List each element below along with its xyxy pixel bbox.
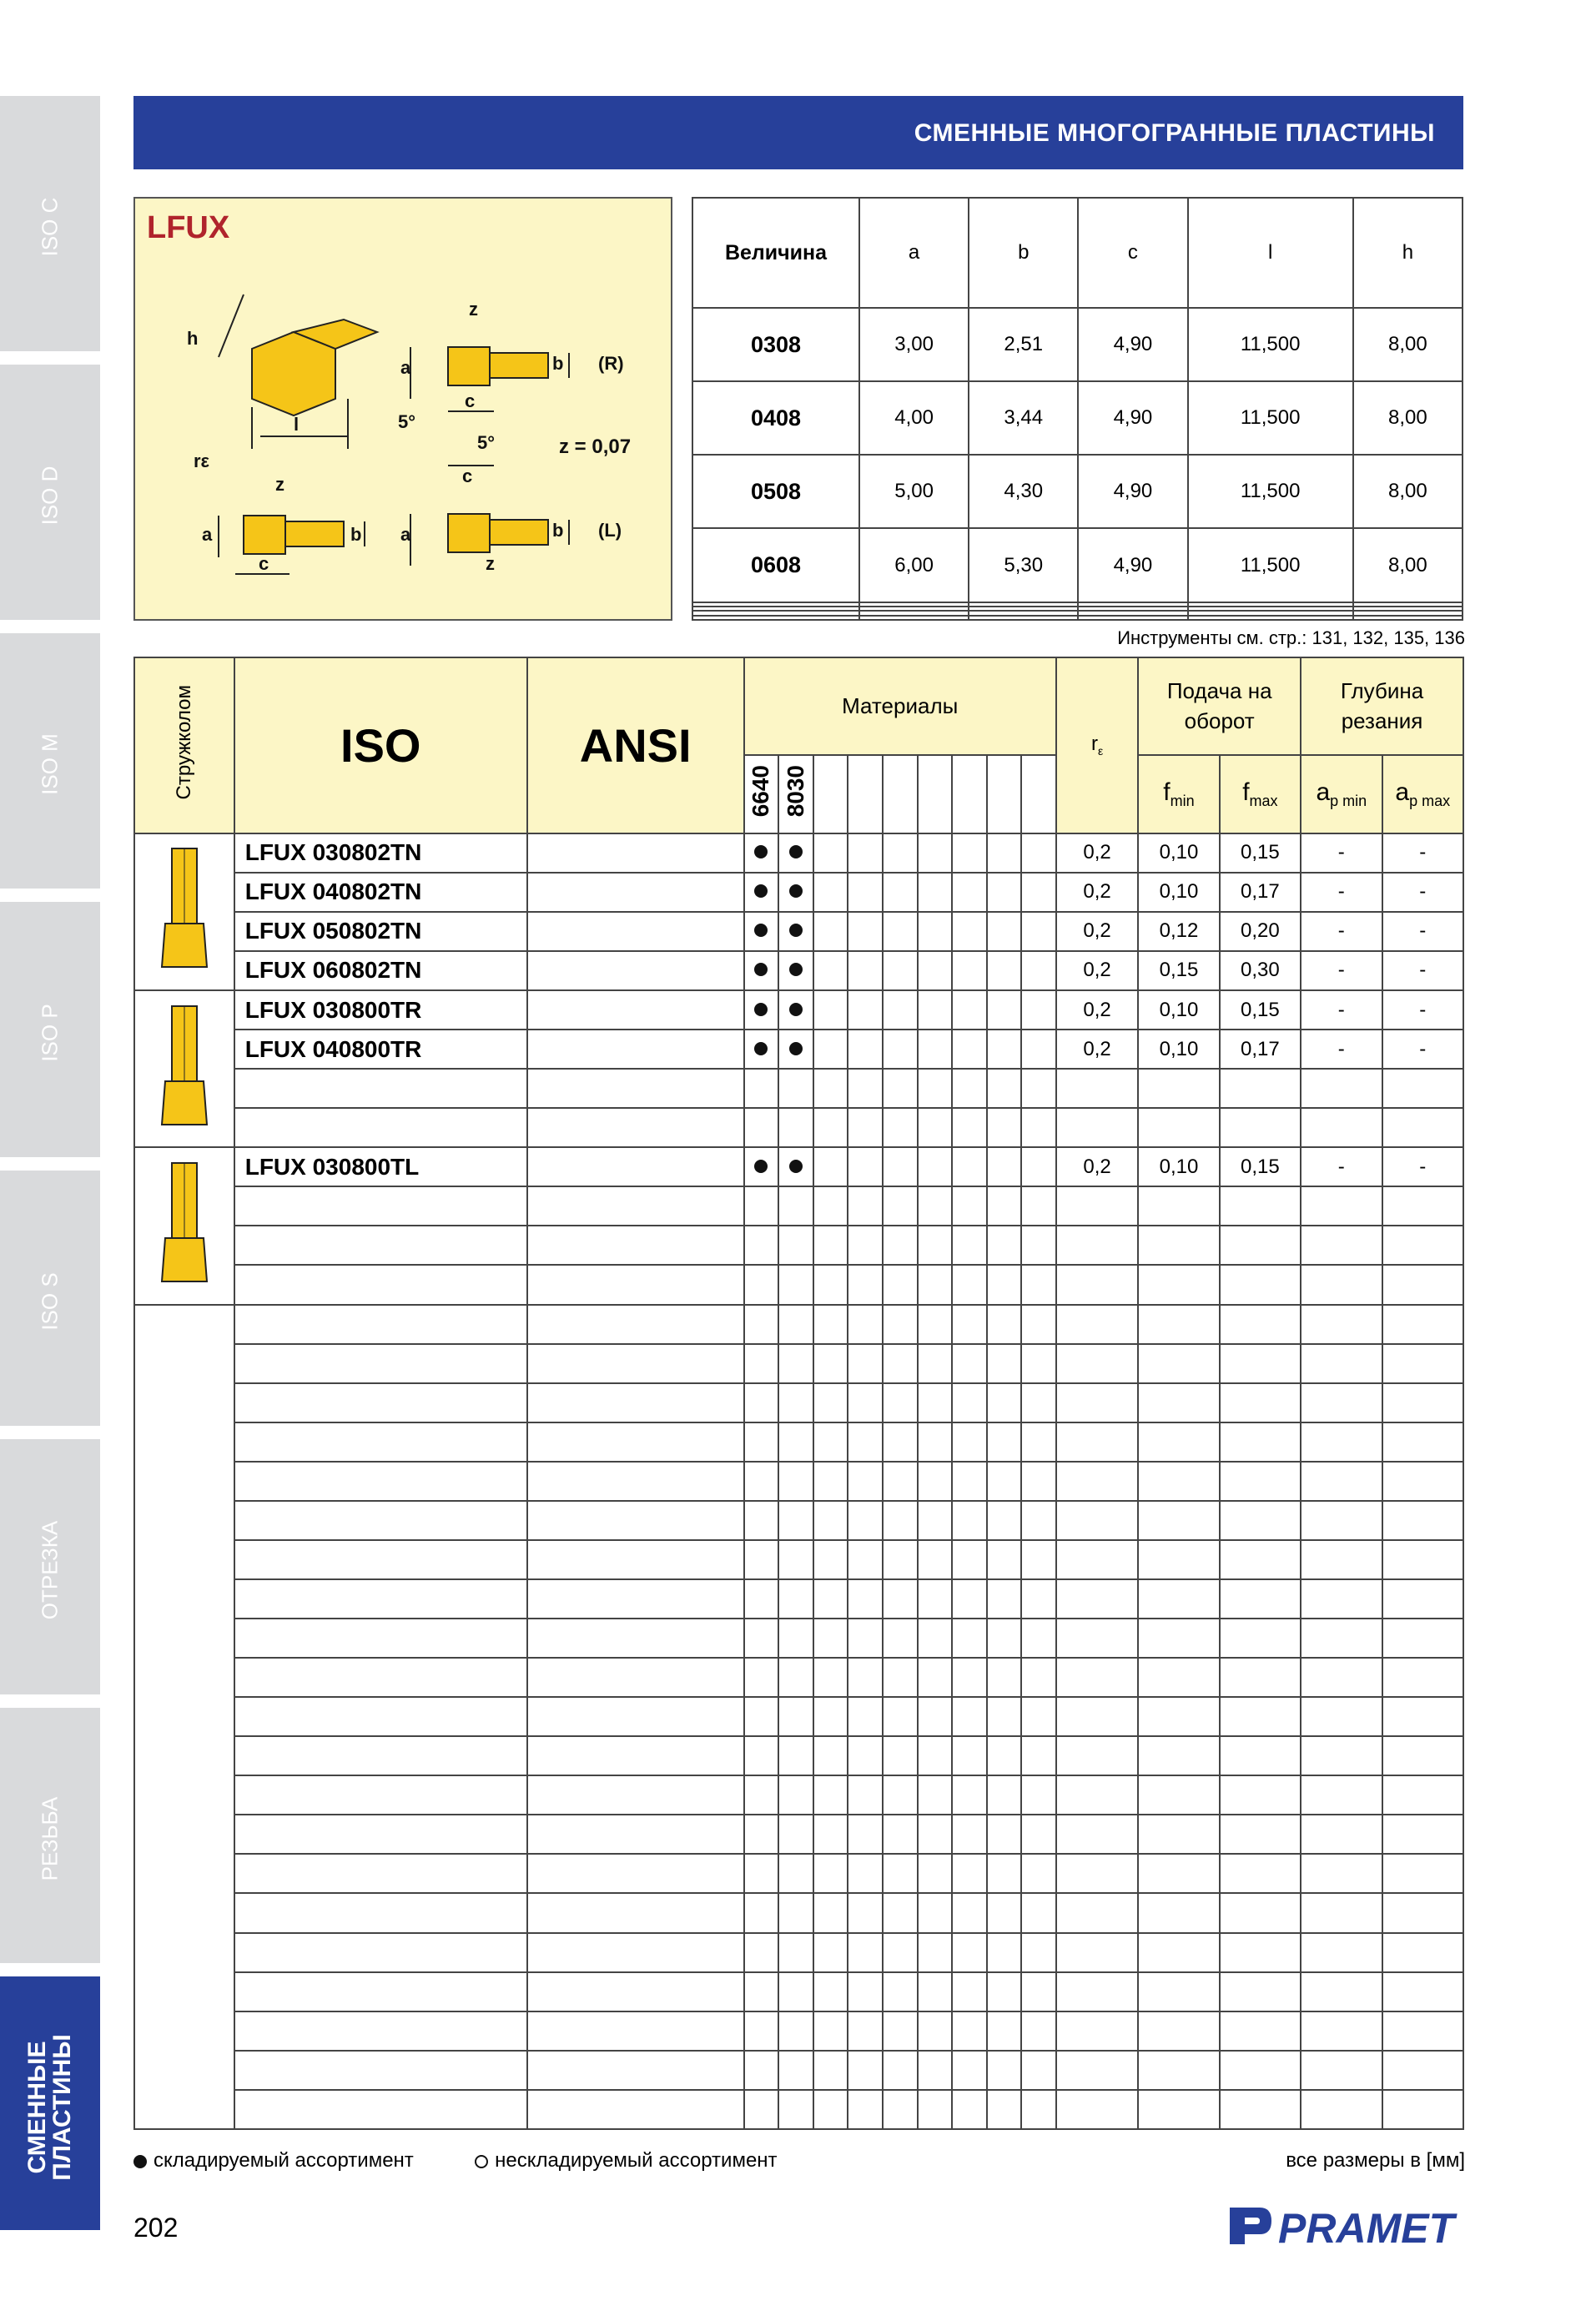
table-row	[134, 1030, 1463, 1069]
stocked-dot-icon	[789, 1160, 803, 1173]
header-chipbreaker: Стружколом	[134, 657, 234, 833]
table-row-empty	[134, 1854, 1463, 1893]
table-row-empty	[134, 1540, 1463, 1579]
corner-radius: 0,2	[1056, 990, 1138, 1030]
depth-max: -	[1382, 951, 1464, 990]
feed-max: 0,17	[1220, 873, 1301, 912]
feed-min: 0,10	[1138, 990, 1219, 1030]
table-row-empty	[134, 1815, 1463, 1854]
legend-stocked: складируемый ассортимент	[154, 2149, 414, 2172]
label-l: l	[294, 414, 300, 435]
sidetab-label: ISO D	[37, 466, 63, 526]
legend	[133, 2149, 778, 2173]
stocked-dot-icon	[789, 884, 803, 898]
stocked-dot-icon	[133, 2155, 147, 2168]
label-a-3: a	[400, 524, 411, 545]
header-depth: Глубина резания	[1301, 657, 1463, 755]
depth-max: -	[1382, 1147, 1464, 1186]
sidetab-label: ISO C	[37, 197, 63, 257]
feed-min: 0,10	[1138, 1147, 1219, 1186]
insert-drawing-panel	[133, 197, 672, 621]
page-number: 202	[133, 2213, 179, 2243]
label-z-value: z = 0,07	[559, 436, 632, 458]
label-c: c	[465, 390, 476, 411]
table-row-empty	[134, 1579, 1463, 1619]
table-row	[134, 951, 1463, 990]
feed-min: 0,10	[1138, 833, 1219, 873]
depth-max: -	[1382, 833, 1464, 873]
stocked-dot-icon	[754, 1160, 768, 1173]
grade-6640-availability	[744, 990, 779, 1030]
grade-6640-availability	[744, 1147, 779, 1186]
stocked-dot-icon	[754, 924, 768, 937]
table-row-empty	[134, 2090, 1463, 2129]
label-re: rε	[194, 451, 210, 471]
label-b: b	[552, 353, 564, 374]
sidetab-label: ОТРЕЗКА	[37, 1520, 63, 1620]
table-row-empty	[134, 1462, 1463, 1501]
header-materials: Материалы	[744, 657, 1056, 755]
grade-6640-availability	[744, 912, 779, 951]
stocked-dot-icon	[789, 1003, 803, 1016]
grade-8030: 8030	[778, 755, 813, 833]
table-row-empty	[134, 1186, 1463, 1226]
dimensions-table	[692, 197, 1463, 621]
feed-min: 0,12	[1138, 912, 1219, 951]
header-feed: Подача на оборот	[1138, 657, 1301, 755]
pramet-logo	[1226, 2201, 1463, 2251]
dims-row: 0608 6,00 5,30 4,90 11,500 8,00	[692, 528, 1463, 602]
table-row	[134, 833, 1463, 873]
corner-radius: 0,2	[1056, 1030, 1138, 1069]
iso-code: LFUX 060802TN	[234, 951, 527, 990]
iso-code: LFUX 040802TN	[234, 873, 527, 912]
label-c-2: c	[259, 553, 269, 574]
table-row-empty	[134, 1697, 1463, 1736]
tools-note: Инструменты см. стр.: 131, 132, 135, 136	[1117, 627, 1465, 648]
label-l-mark: (L)	[598, 520, 622, 541]
label-angle-2: 5°	[477, 432, 496, 453]
dims-header-b: b	[969, 198, 1078, 308]
iso-code: LFUX 040800TR	[234, 1030, 527, 1069]
sidetab-iso-s[interactable]	[0, 1171, 100, 1432]
header-apmin: $a_{p min}$	[1301, 755, 1382, 833]
depth-min: -	[1301, 912, 1382, 951]
legend-nonstocked: нескладируемый ассортимент	[495, 2149, 778, 2172]
depth-max: -	[1382, 912, 1464, 951]
table-row-empty	[134, 1069, 1463, 1108]
chipbreaker-cell	[134, 833, 234, 990]
insert-dimension-drawing	[135, 199, 674, 622]
insert-type-title: LFUX	[147, 210, 230, 245]
ansi-code	[527, 1147, 744, 1186]
label-z-3: z	[486, 553, 495, 574]
table-row-empty	[134, 1619, 1463, 1658]
corner-radius: 0,2	[1056, 833, 1138, 873]
label-z: z	[469, 299, 478, 320]
sidetab-iso-c[interactable]	[0, 96, 100, 358]
stocked-dot-icon	[789, 963, 803, 976]
sidetab-label: СМЕННЫЕ ПЛАСТИНЫ	[23, 2034, 76, 2181]
table-row	[134, 912, 1463, 951]
sidetab-label: ISO S	[37, 1272, 63, 1331]
ansi-code	[527, 912, 744, 951]
dims-row: 0308 3,00 2,51 4,90 11,500 8,00	[692, 308, 1463, 381]
stocked-dot-icon	[754, 1042, 768, 1055]
grade-8030-availability	[778, 873, 813, 912]
header-radius: $r_\varepsilon$	[1056, 657, 1138, 833]
depth-max: -	[1382, 1030, 1464, 1069]
depth-max: -	[1382, 990, 1464, 1030]
chipbreaker-cell	[134, 1147, 234, 1304]
table-row	[134, 990, 1463, 1030]
insert-shape-icon	[155, 999, 214, 1133]
inserts-table	[133, 657, 1464, 2130]
table-row-empty	[134, 1305, 1463, 1344]
table-row-empty	[134, 1972, 1463, 2011]
label-b-3: b	[552, 520, 564, 541]
depth-min: -	[1301, 990, 1382, 1030]
grade-8030-availability	[778, 1147, 813, 1186]
feed-max: 0,15	[1220, 990, 1301, 1030]
grade-6640-availability	[744, 1030, 779, 1069]
table-row	[134, 1147, 1463, 1186]
depth-min: -	[1301, 951, 1382, 990]
stocked-dot-icon	[754, 884, 768, 898]
dims-header-h: h	[1353, 198, 1463, 308]
dims-row-empty	[692, 616, 1463, 620]
header-ansi: ANSI	[527, 657, 744, 833]
label-angle: 5°	[398, 411, 416, 432]
feed-min: 0,10	[1138, 873, 1219, 912]
feed-max: 0,15	[1220, 833, 1301, 873]
table-row-empty	[134, 1265, 1463, 1304]
depth-min: -	[1301, 833, 1382, 873]
grade-6640-availability	[744, 833, 779, 873]
iso-code: LFUX 030800TR	[234, 990, 527, 1030]
table-row-empty	[134, 2051, 1463, 2090]
dims-row: 0408 4,00 3,44 4,90 11,500 8,00	[692, 381, 1463, 455]
stocked-dot-icon	[789, 845, 803, 858]
grade-6640: 6640	[744, 755, 779, 833]
sidetab-iso-m[interactable]	[0, 633, 100, 895]
sidetab-label: ISO M	[37, 733, 63, 795]
label-a-2: a	[202, 524, 213, 545]
table-row-empty	[134, 1108, 1463, 1147]
ansi-code	[527, 951, 744, 990]
insert-shape-icon	[155, 842, 214, 975]
insert-shape-icon	[155, 1156, 214, 1290]
corner-radius: 0,2	[1056, 951, 1138, 990]
feed-max: 0,30	[1220, 951, 1301, 990]
corner-radius: 0,2	[1056, 873, 1138, 912]
ansi-code	[527, 990, 744, 1030]
grade-8030-availability	[778, 833, 813, 873]
depth-min: -	[1301, 873, 1382, 912]
page-header	[133, 96, 1463, 169]
sidetab-threading[interactable]	[0, 1708, 100, 1970]
dims-header-c: c	[1078, 198, 1187, 308]
table-row-empty	[134, 1933, 1463, 1972]
logo-text: PRAMET	[1278, 2205, 1455, 2251]
stocked-dot-icon	[754, 963, 768, 976]
header-iso: ISO	[234, 657, 527, 833]
feed-max: 0,15	[1220, 1147, 1301, 1186]
table-row-empty	[134, 1226, 1463, 1265]
units-note: все размеры в [мм]	[1286, 2149, 1465, 2172]
table-row-empty	[134, 1893, 1463, 1932]
ansi-code	[527, 1030, 744, 1069]
table-row-empty	[134, 1658, 1463, 1697]
chipbreaker-cell	[134, 990, 234, 1147]
corner-radius: 0,2	[1056, 1147, 1138, 1186]
header-fmin: $f_{min}$	[1138, 755, 1219, 833]
dims-header-size: Величина	[692, 198, 859, 308]
table-row-empty	[134, 1775, 1463, 1815]
ansi-code	[527, 833, 744, 873]
sidetab-inserts[interactable]	[0, 1976, 100, 2237]
table-row	[134, 873, 1463, 912]
sidetab-parting[interactable]	[0, 1439, 100, 1701]
iso-code: LFUX 030802TN	[234, 833, 527, 873]
feed-max: 0,17	[1220, 1030, 1301, 1069]
table-row-empty	[134, 1736, 1463, 1775]
grade-8030-availability	[778, 951, 813, 990]
stocked-dot-icon	[754, 845, 768, 858]
header-fmax: $f_{max}$	[1220, 755, 1301, 833]
depth-max: -	[1382, 873, 1464, 912]
label-b-2: b	[350, 524, 362, 545]
sidetab-iso-p[interactable]	[0, 902, 100, 1164]
feed-min: 0,15	[1138, 951, 1219, 990]
table-row-empty	[134, 1422, 1463, 1462]
feed-min: 0,10	[1138, 1030, 1219, 1069]
sidetab-label: РЕЗЬБА	[37, 1796, 63, 1881]
dims-row: 0508 5,00 4,30 4,90 11,500 8,00	[692, 455, 1463, 528]
stocked-dot-icon	[789, 924, 803, 937]
depth-min: -	[1301, 1030, 1382, 1069]
label-a: a	[400, 357, 411, 378]
nonstocked-circle-icon	[475, 2155, 488, 2168]
corner-radius: 0,2	[1056, 912, 1138, 951]
feed-max: 0,20	[1220, 912, 1301, 951]
grade-6640-availability	[744, 873, 779, 912]
iso-code: LFUX 030800TL	[234, 1147, 527, 1186]
label-h: h	[187, 328, 199, 349]
stocked-dot-icon	[754, 1003, 768, 1016]
ansi-code	[527, 873, 744, 912]
sidetab-iso-d[interactable]	[0, 365, 100, 627]
iso-code: LFUX 050802TN	[234, 912, 527, 951]
table-row-empty	[134, 1344, 1463, 1383]
table-row-empty	[134, 1383, 1463, 1422]
header-apmax: $a_{p max}$	[1382, 755, 1464, 833]
grade-8030-availability	[778, 990, 813, 1030]
label-r-mark: (R)	[598, 353, 624, 374]
label-z-2: z	[275, 474, 284, 495]
grade-8030-availability	[778, 1030, 813, 1069]
sidetab-label: ISO P	[37, 1004, 63, 1062]
dims-header-a: a	[859, 198, 969, 308]
grade-6640-availability	[744, 951, 779, 990]
page-title: СМЕННЫЕ МНОГОГРАННЫЕ ПЛАСТИНЫ	[914, 119, 1435, 147]
stocked-dot-icon	[789, 1042, 803, 1055]
dims-header-l: l	[1188, 198, 1353, 308]
table-row-empty	[134, 2011, 1463, 2051]
table-row-empty	[134, 1501, 1463, 1540]
depth-min: -	[1301, 1147, 1382, 1186]
label-c-3: c	[462, 466, 473, 486]
grade-8030-availability	[778, 912, 813, 951]
